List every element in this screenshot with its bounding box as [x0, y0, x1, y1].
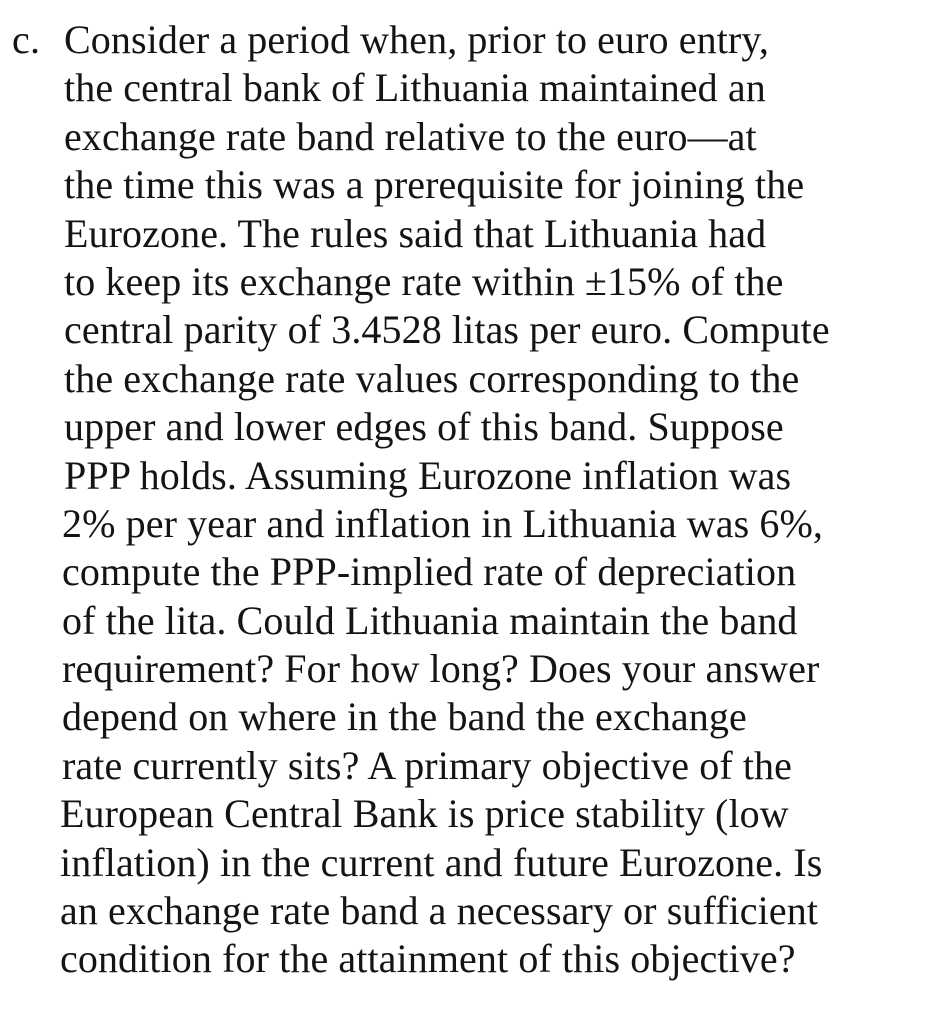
text-line: rate currently sits? A primary objective of the: [62, 742, 793, 788]
text-line: condition for the attainment of this objective?: [60, 936, 796, 982]
exercise-label: c.: [12, 17, 41, 62]
text-line: 2% per year and inflation in Lithuania was 6%,: [62, 500, 824, 546]
text-line: central parity of 3.4528 litas per euro. Compute: [64, 307, 830, 353]
text-line: Eurozone. The rules said that Lithuania had: [64, 210, 767, 256]
text-line: compute the PPP-implied rate of depreciation: [62, 549, 797, 595]
text-line: exchange rate band relative to the euro—at: [64, 113, 757, 159]
exercise-c: [0, 16, 934, 1016]
text-line: the time this was a prerequisite for joining the: [64, 162, 805, 208]
text-line: upper and lower edges of this band. Suppose: [64, 404, 784, 450]
text-line: requirement? For how long? Does your answer: [62, 646, 820, 692]
text-line: depend on where in the band the exchange: [62, 694, 747, 740]
text-line: PPP holds. Assuming Eurozone inflation was: [64, 452, 792, 498]
text-line: an exchange rate band a necessary or sufficient: [60, 888, 819, 934]
text-line: to keep its exchange rate within ±15% of the: [64, 258, 784, 304]
text-line: the central bank of Lithuania maintained an: [64, 65, 766, 111]
text-line: of the lita. Could Lithuania maintain the band: [62, 597, 798, 643]
text-line: Consider a period when, prior to euro entry,: [64, 17, 769, 62]
text-line: the exchange rate values corresponding to the: [64, 355, 800, 401]
text-line: European Central Bank is price stability (low: [60, 791, 789, 837]
exercise-text: [58, 16, 830, 984]
text-line: inflation) in the current and future Eurozone. Is: [60, 839, 823, 885]
